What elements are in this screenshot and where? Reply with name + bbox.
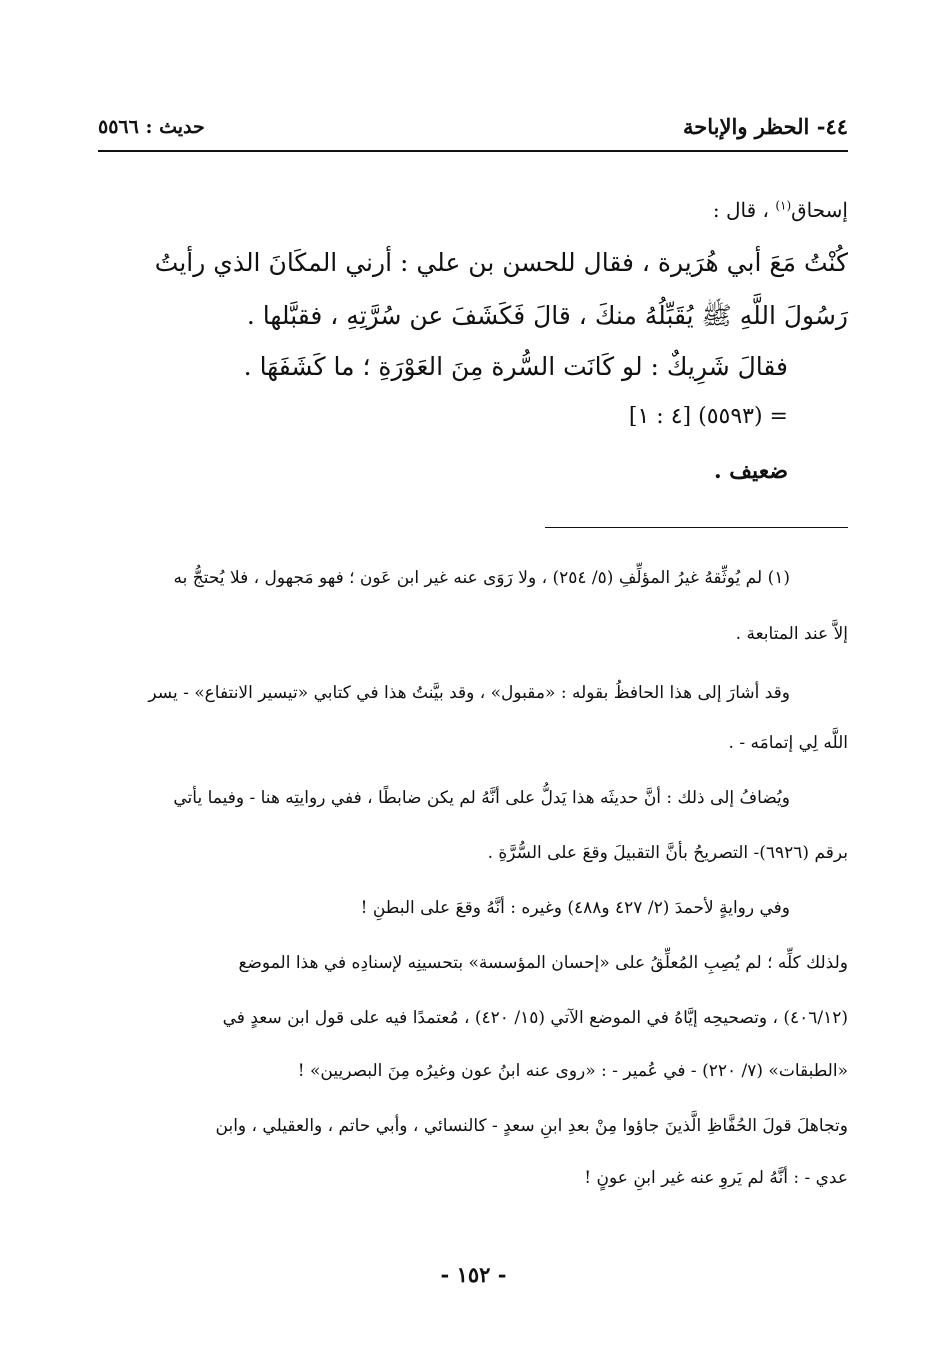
hadith-grade: ضعيف . [713, 458, 788, 484]
hadith-reference: حديث : ٥٥٦٦ [98, 116, 205, 138]
footnote-line: ويُضافُ إلى ذلك : أنَّ حديثَه هذا يَدلُّ على أنَّهُ لم يكن ضابطًا ، ففي روايتِه هنا - وفيما يأتي [173, 788, 790, 808]
footnote-divider [545, 527, 848, 528]
footnote-line: وتجاهلَ قولَ الحُفَّاظِ الَّذينَ جاؤوا مِنْ بعدِ ابنِ سعدٍ - كالنسائي ، وأبي حاتم ، والعقيلي ، وابن [215, 1116, 848, 1136]
footnote-line: وقد أشارَ إلى هذا الحافظُ بقوله : «مقبول» ، وقد بيَّنتُ هذا في كتابي «تيسير الانتفاع» - يسر [148, 683, 790, 703]
footnote-line: إلاَّ عند المتابعة . [735, 624, 848, 644]
hadith-text-line-2: رَسُولَ اللَّهِ ﷺ يُقَبِّلُهُ منكَ ، قالَ فَكَشَفَ عن سُرَّتِهِ ، فقبَّلها . [246, 301, 848, 330]
footnote-line: برقم (٦٩٢٦)- التصريحُ بأنَّ التقبيلَ وقعَ على السُّرَّةِ . [487, 843, 848, 863]
intro-tail: ، قال : [712, 198, 776, 222]
hadith-text-line-1: كُنْتُ مَعَ أبي هُرَيرة ، فقال للحسن بن علي : أرني المكَانَ الذي رأيتُ [154, 248, 848, 277]
footnote-line: (٤٠٦/١٢) ، وتصحيحِه إيَّاهُ في الموضع الآتي (١٥/ ٤٢٠) ، مُعتمدًا فيه على قول ابن سعدٍ في [222, 1008, 848, 1028]
page-number: - ١٥٢ - [440, 1262, 507, 1287]
footnote-marker: (١) [775, 198, 792, 213]
footnote-line: (١) لم يُوثِّقهُ غيرُ المؤلِّفِ (٥/ ٢٥٤) ، ولا رَوَى عنه غير ابن عَون ؛ فهو مَجهول ، فلا يُحتجُّ به [173, 568, 790, 588]
footnote-line: اللَّه لِي إتمامَه - . [728, 733, 848, 753]
footnote-line: وفي روايةٍ لأحمدَ (٢/ ٤٢٧ و٤٨٨) وغيره : أنَّهُ وقعَ على البطنِ ! [360, 898, 790, 918]
intro-text: إسحاق [791, 198, 848, 222]
chapter-title: ٤٤- الحظر والإباحة [683, 114, 848, 139]
footnote-line: «الطبقات» (٧/ ٢٢٠) - في عُمير - : «روى عنه ابنُ عون وغيرُه مِنَ البصريين» ! [297, 1061, 848, 1081]
footnote-line: ولذلك كلِّه ؛ لم يُصِبِ المُعلِّقُ على «إحسان المؤسسة» بتحسينِه لإسنادِه في هذا الموضع [238, 953, 848, 973]
narration-intro [98, 198, 848, 222]
footnote-line: عدي - : أنَّهُ لم يَروِ عنه غير ابنِ عونٍ ! [584, 1168, 848, 1188]
running-header [98, 110, 848, 146]
hadith-text-line-3: فقالَ شَرِيكٌ : لو كَانَت السُّرة مِنَ العَوْرَةِ ؛ ما كَشَفَهَا . [243, 352, 788, 381]
hadith-cross-reference: = (٥٥٩٣) [٤ : ١] [628, 404, 788, 429]
header-divider [98, 150, 848, 152]
